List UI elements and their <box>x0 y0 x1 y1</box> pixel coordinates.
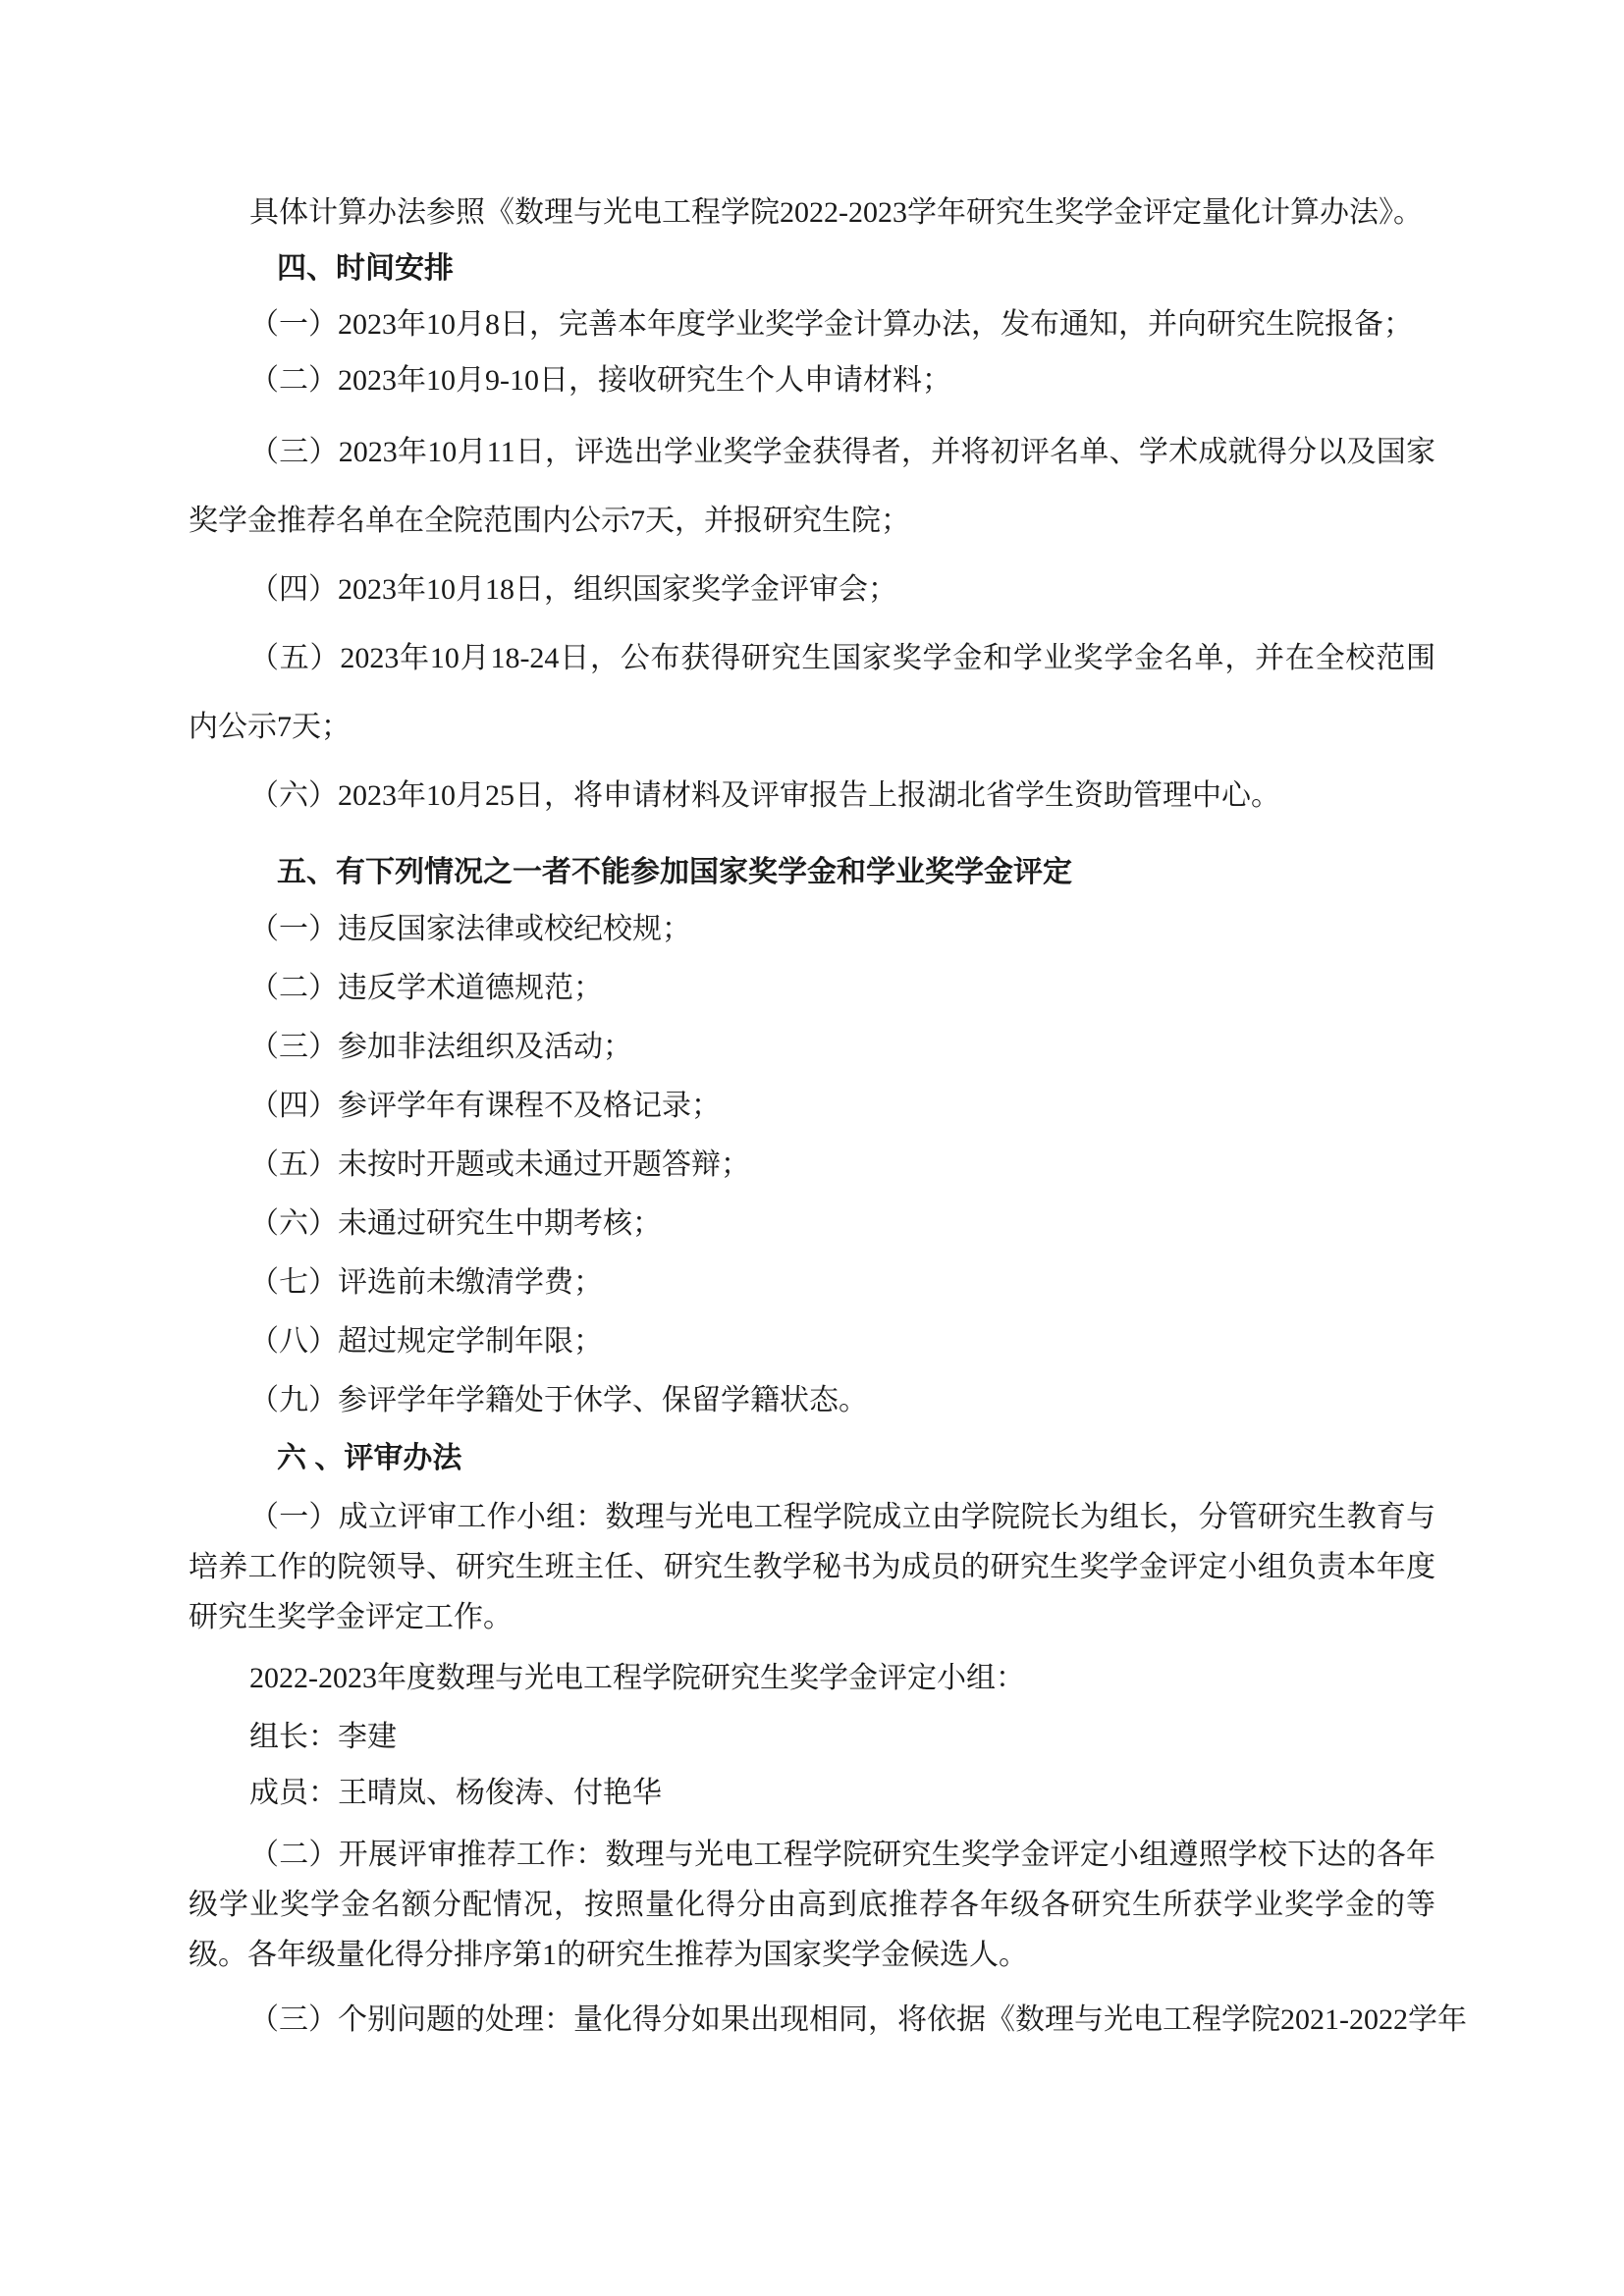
exclusion-item-9: （九）参评学年学籍处于休学、保留学籍状态。 <box>249 1384 868 1416</box>
section-6-heading: 六 、评审办法 <box>277 1442 462 1474</box>
time-item-5: （五）2023年10月18-24日，公布获得研究生国家奖学金和学业奖学金名单，并在全校范围内公示7天； <box>189 642 1435 743</box>
section-4-heading: 四、时间安排 <box>277 252 454 285</box>
exclusion-item-7: （七）评选前未缴清学费； <box>249 1266 603 1299</box>
time-item-2: （二）2023年10月9-10日，接收研究生个人申请材料； <box>249 364 951 397</box>
committee-title-line: 2022-2023年度数理与光电工程学院研究生奖学金评定小组： <box>249 1662 1025 1694</box>
committee-members-line: 成员：王晴岚、杨俊涛、付艳华 <box>249 1777 662 1809</box>
exclusion-item-5: （五）未按时开题或未通过开题答辩； <box>249 1148 750 1181</box>
exclusion-item-4: （四）参评学年有课程不及格记录； <box>249 1090 721 1122</box>
time-item-6: （六）2023年10月25日，将申请材料及评审报告上报湖北省学生资助管理中心。 <box>249 779 1280 812</box>
intro-paragraph: 具体计算办法参照《数理与光电工程学院2022-2023学年研究生奖学金评定量化计算办法》。 <box>249 196 1423 229</box>
document-content <box>189 185 1467 2045</box>
section-5-heading: 五、有下列情况之一者不能参加国家奖学金和学业奖学金评定 <box>277 856 1072 888</box>
review-special-paragraph: （三）个别问题的处理：量化得分如果出现相同，将依据《数理与光电工程学院2021-2022学年 <box>249 2003 1467 2036</box>
time-item-4: （四）2023年10月18日，组织国家奖学金评审会； <box>249 573 897 606</box>
exclusion-item-1: （一）违反国家法律或校纪校规； <box>249 913 691 945</box>
review-recommend-paragraph: （二）开展评审推荐工作：数理与光电工程学院研究生奖学金评定小组遵照学校下达的各年级学业奖学金名额分配情况，按照量化得分由高到底推荐各年级各研究生所获学业奖学金的等级。各年级量化得分排序第1的研究生推荐为国家奖学金候选人。 <box>189 1839 1435 1971</box>
exclusion-item-3: （三）参加非法组织及活动； <box>249 1031 632 1063</box>
review-setup-paragraph: （一）成立评审工作小组：数理与光电工程学院成立由学院院长为组长，分管研究生教育与培养工作的院领导、研究生班主任、研究生教学秘书为成员的研究生奖学金评定小组负责本年度研究生奖学金评定工作。 <box>189 1501 1435 1633</box>
exclusion-item-6: （六）未通过研究生中期考核； <box>249 1207 662 1240</box>
exclusion-item-2: （二）违反学术道德规范； <box>249 972 603 1004</box>
committee-leader-line: 组长：李建 <box>249 1721 397 1753</box>
time-item-3: （三）2023年10月11日，评选出学业奖学金获得者，并将初评名单、学术成就得分以及国家奖学金推荐名单在全院范围内公示7天，并报研究生院； <box>189 436 1435 537</box>
exclusion-item-8: （八）超过规定学制年限； <box>249 1325 603 1358</box>
time-item-1: （一）2023年10月8日，完善本年度学业奖学金计算办法，发布通知，并向研究生院报备； <box>249 308 1413 341</box>
